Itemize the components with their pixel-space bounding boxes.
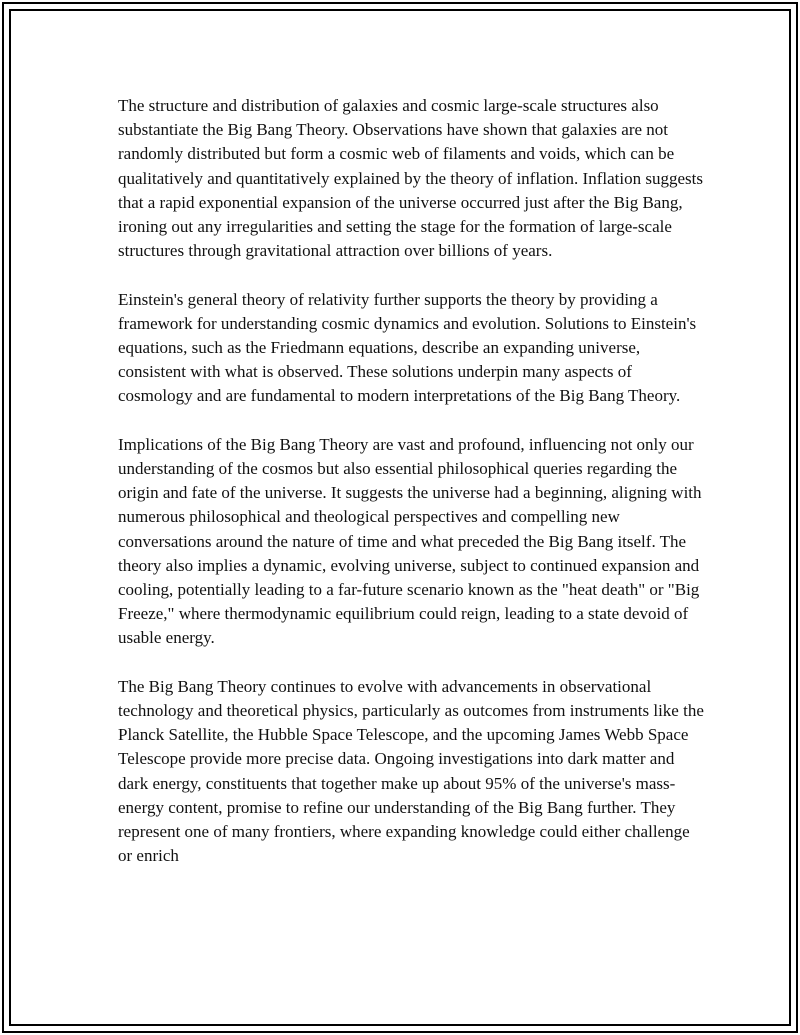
paragraph-implications: Implications of the Big Bang Theory are vast and profound, influencing not only our understanding of the cosmos but also essential philosophical queries regarding the origin and fate of the universe. It suggests the universe had a beginning, aligning with numerous philosophical and theological perspectives and compelling new conversations around the nature of time and what preceded the Big Bang itself. The theory also implies a dynamic, evolving universe, subject to continued expansion and cooling, potentially leading to a far-future scenario known as the "heat death" or "Big Freeze," where thermodynamic equilibrium could reign, leading to a state devoid of usable energy. (118, 434, 702, 648)
document-body (118, 94, 708, 868)
paragraph-general-relativity: Einstein's general theory of relativity further supports the theory by providing a framework for understanding cosmic dynamics and evolution. Solutions to Einstein's equations, such as the Friedmann equations, describe an expanding universe, consistent with what is observed. These solutions underpin many aspects of cosmology and are fundamental to modern interpretations of the Big Bang Theory. (118, 289, 697, 406)
paragraph-structure-of-galaxies: The structure and distribution of galaxies and cosmic large-scale structures also substantiate the Big Bang Theory. Observations have shown that galaxies are not randomly distributed but form a cosmic web of filaments and voids, which can be qualitatively and quantitatively explained by the theory of inflation. Inflation suggests that a rapid exponential expansion of the universe occurred just after the Big Bang, ironing out any irregularities and setting the stage for the formation of large-scale structures through gravitational attraction over billions of years. (118, 96, 703, 261)
paragraph-continuing-evolution: The Big Bang Theory continues to evolve with advancements in observational technology and theoretical physics, particularly as outcomes from instruments like the Planck Satellite, the Hubble Space Telescope, and the upcoming James Webb Space Telescope provide more precise data. Ongoing investigations into dark matter and dark energy, constituents that together make up about 95% of the universe's mass-energy content, promise to refine our understanding of the Big Bang further. They represent one of many frontiers, where expanding knowledge could either challenge or enrich (118, 676, 704, 866)
